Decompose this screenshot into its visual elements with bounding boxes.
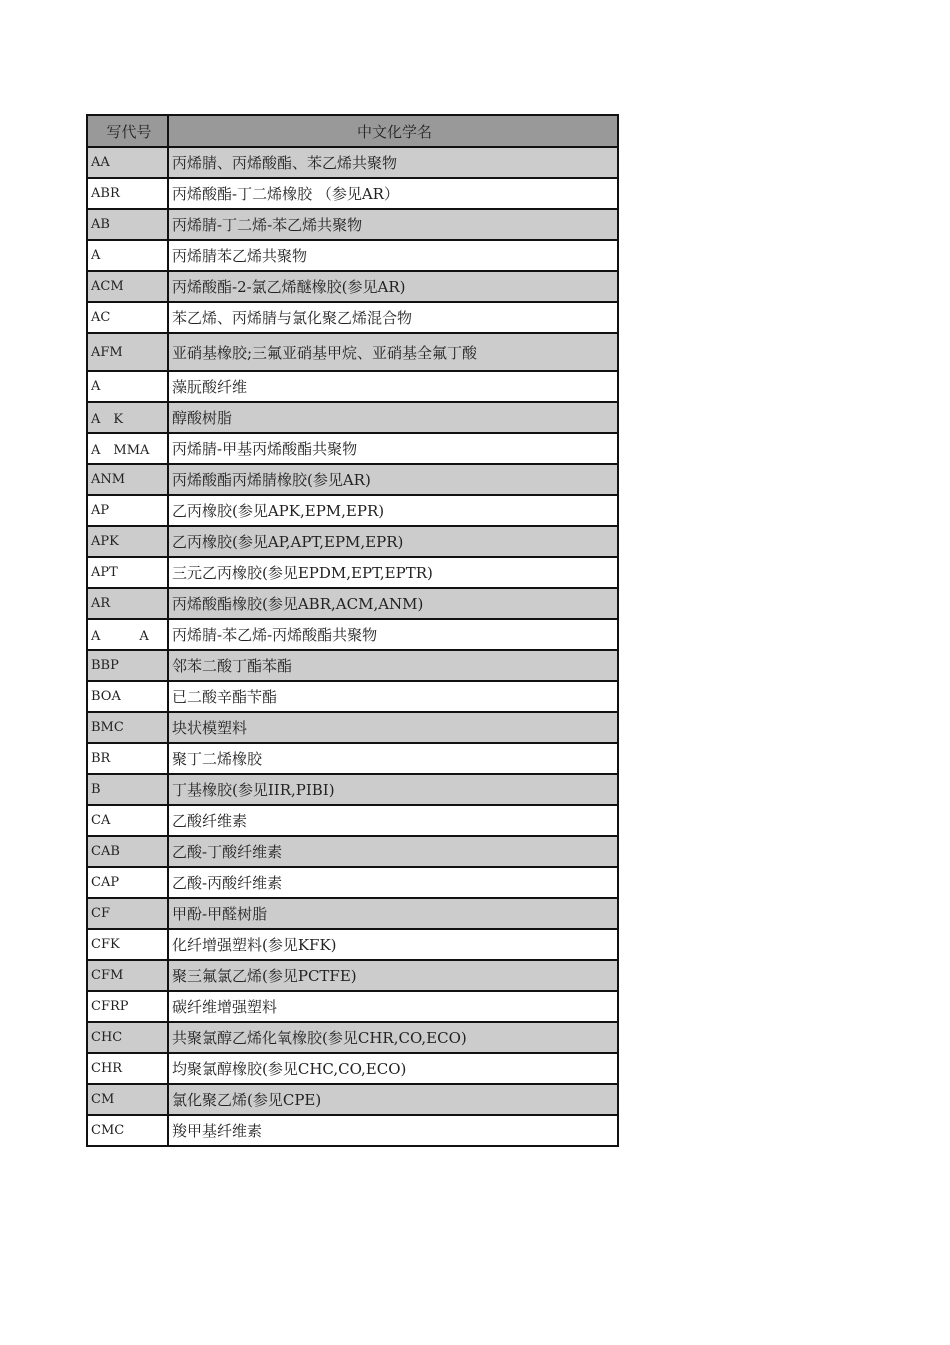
header-code: 写代号 xyxy=(87,115,168,147)
table-row xyxy=(87,464,618,495)
table-row xyxy=(87,333,618,371)
cell-name: 乙酸纤维素 xyxy=(168,805,618,836)
cell-name: 碳纤维增强塑料 xyxy=(168,991,618,1022)
cell-code: CFM xyxy=(87,960,168,991)
cell-code: AR xyxy=(87,588,168,619)
table-row xyxy=(87,240,618,271)
table-body xyxy=(87,147,618,1146)
table-row xyxy=(87,898,618,929)
table-row xyxy=(87,495,618,526)
table-row xyxy=(87,209,618,240)
cell-name: 丙烯腈苯乙烯共聚物 xyxy=(168,240,618,271)
table-row xyxy=(87,433,618,464)
cell-name: 丙烯腈-丁二烯-苯乙烯共聚物 xyxy=(168,209,618,240)
cell-code: CAB xyxy=(87,836,168,867)
cell-name: 乙酸-丁酸纤维素 xyxy=(168,836,618,867)
cell-code: CHC xyxy=(87,1022,168,1053)
cell-name: 丙烯腈-苯乙烯-丙烯酸酯共聚物 xyxy=(168,619,618,650)
cell-code: A xyxy=(87,371,168,402)
table-row xyxy=(87,1022,618,1053)
cell-code: A MMA xyxy=(87,433,168,464)
cell-code: BMC xyxy=(87,712,168,743)
table-row xyxy=(87,836,618,867)
table-row xyxy=(87,929,618,960)
table-row xyxy=(87,867,618,898)
cell-code: CFK xyxy=(87,929,168,960)
cell-name: 丁基橡胶(参见IIR,PIBI) xyxy=(168,774,618,805)
cell-code: B xyxy=(87,774,168,805)
cell-code: CM xyxy=(87,1084,168,1115)
cell-name: 乙丙橡胶(参见APK,EPM,EPR) xyxy=(168,495,618,526)
cell-name: 乙丙橡胶(参见AP,APT,EPM,EPR) xyxy=(168,526,618,557)
cell-name: 丙烯酸酯丙烯腈橡胶(参见AR) xyxy=(168,464,618,495)
cell-code: BBP xyxy=(87,650,168,681)
cell-name: 藻朊酸纤维 xyxy=(168,371,618,402)
table-row xyxy=(87,743,618,774)
cell-name: 邻苯二酸丁酯苯酯 xyxy=(168,650,618,681)
cell-name: 已二酸辛酯苄酯 xyxy=(168,681,618,712)
cell-name: 甲酚-甲醛树脂 xyxy=(168,898,618,929)
table-row xyxy=(87,402,618,433)
table-row xyxy=(87,960,618,991)
table-row xyxy=(87,774,618,805)
cell-code: A A xyxy=(87,619,168,650)
cell-code: BR xyxy=(87,743,168,774)
cell-name: 亚硝基橡胶;三氟亚硝基甲烷、亚硝基全氟丁酸 xyxy=(168,333,618,371)
cell-code: CA xyxy=(87,805,168,836)
cell-code: CMC xyxy=(87,1115,168,1146)
cell-name: 羧甲基纤维素 xyxy=(168,1115,618,1146)
cell-code: APT xyxy=(87,557,168,588)
table-row xyxy=(87,681,618,712)
table-row xyxy=(87,271,618,302)
cell-name: 聚丁二烯橡胶 xyxy=(168,743,618,774)
table-row xyxy=(87,302,618,333)
cell-name: 共聚氯醇乙烯化氧橡胶(参见CHR,CO,ECO) xyxy=(168,1022,618,1053)
table-row xyxy=(87,526,618,557)
cell-code: A xyxy=(87,240,168,271)
table-row xyxy=(87,1084,618,1115)
cell-name: 化纤增强塑料(参见KFK) xyxy=(168,929,618,960)
table-row xyxy=(87,557,618,588)
table-row xyxy=(87,1053,618,1084)
table-row xyxy=(87,619,618,650)
cell-name: 苯乙烯、丙烯腈与氯化聚乙烯混合物 xyxy=(168,302,618,333)
cell-code: ACM xyxy=(87,271,168,302)
cell-name: 氯化聚乙烯(参见CPE) xyxy=(168,1084,618,1115)
table-row xyxy=(87,650,618,681)
cell-name: 丙烯腈-甲基丙烯酸酯共聚物 xyxy=(168,433,618,464)
table-row xyxy=(87,147,618,178)
cell-name: 丙烯酸酯-丁二烯橡胶 （参见AR） xyxy=(168,178,618,209)
cell-code: CHR xyxy=(87,1053,168,1084)
cell-name: 丙烯酸酯-2-氯乙烯醚橡胶(参见AR) xyxy=(168,271,618,302)
table-row xyxy=(87,712,618,743)
cell-name: 聚三氟氯乙烯(参见PCTFE) xyxy=(168,960,618,991)
cell-code: AC xyxy=(87,302,168,333)
cell-code: ANM xyxy=(87,464,168,495)
cell-code: AP xyxy=(87,495,168,526)
cell-code: APK xyxy=(87,526,168,557)
table-row xyxy=(87,178,618,209)
cell-code: A K xyxy=(87,402,168,433)
cell-name: 醇酸树脂 xyxy=(168,402,618,433)
table-row xyxy=(87,371,618,402)
cell-name: 块状模塑料 xyxy=(168,712,618,743)
cell-code: ABR xyxy=(87,178,168,209)
cell-code: AFM xyxy=(87,333,168,371)
table-row xyxy=(87,991,618,1022)
cell-code: BOA xyxy=(87,681,168,712)
cell-name: 丙烯酸酯橡胶(参见ABR,ACM,ANM) xyxy=(168,588,618,619)
abbreviation-table xyxy=(86,114,619,1147)
cell-name: 三元乙丙橡胶(参见EPDM,EPT,EPTR) xyxy=(168,557,618,588)
cell-name: 均聚氯醇橡胶(参见CHC,CO,ECO) xyxy=(168,1053,618,1084)
cell-code: AA xyxy=(87,147,168,178)
header-row xyxy=(87,115,618,147)
table-row xyxy=(87,805,618,836)
cell-code: CF xyxy=(87,898,168,929)
cell-name: 乙酸-丙酸纤维素 xyxy=(168,867,618,898)
table-row xyxy=(87,588,618,619)
cell-code: CFRP xyxy=(87,991,168,1022)
cell-code: CAP xyxy=(87,867,168,898)
cell-code: AB xyxy=(87,209,168,240)
header-name: 中文化学名 xyxy=(168,115,618,147)
cell-name: 丙烯腈、丙烯酸酯、苯乙烯共聚物 xyxy=(168,147,618,178)
table-row xyxy=(87,1115,618,1146)
